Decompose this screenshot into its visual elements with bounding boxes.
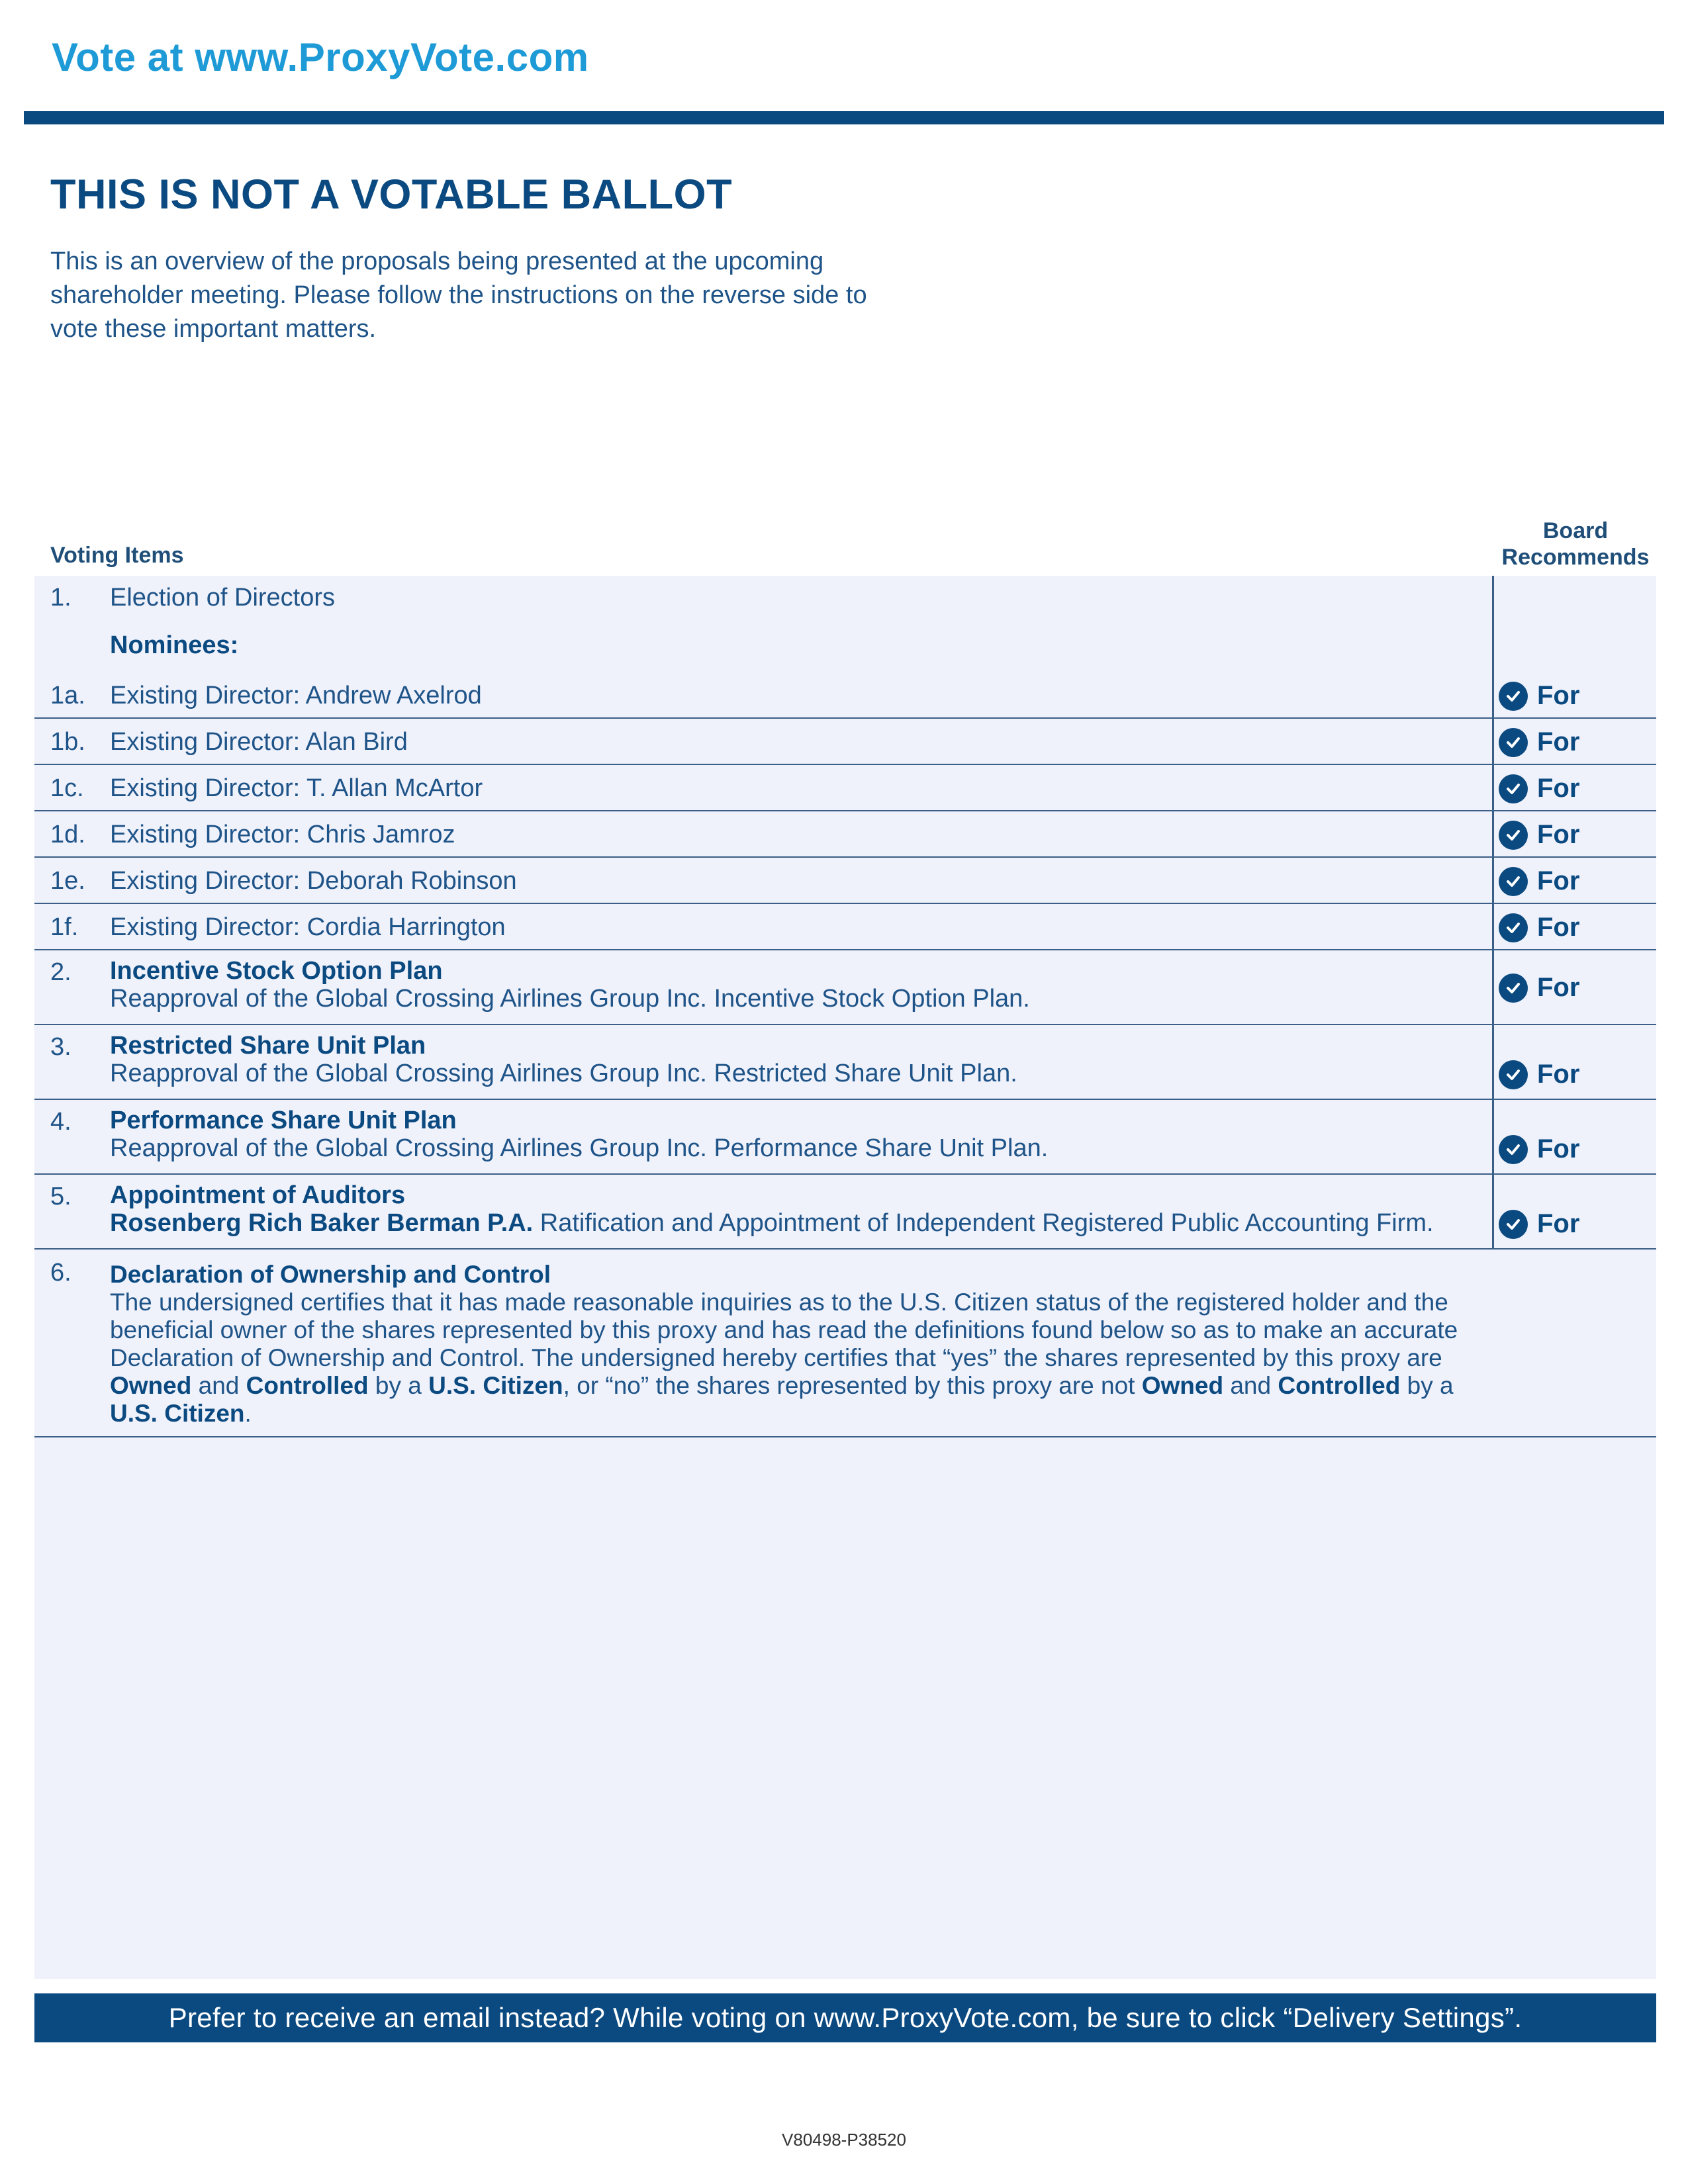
check-circle-icon <box>1499 974 1528 1003</box>
item-title: Declaration of Ownership and Control <box>110 1261 551 1288</box>
item-number: 1. <box>50 584 71 612</box>
item-text: Existing Director: T. Allan McArtor <box>110 774 483 802</box>
table-row <box>34 904 1656 950</box>
table-row <box>34 811 1656 858</box>
item-description: Reapproval of the Global Crossing Airlines Group Inc. Performance Share Unit Plan. <box>110 1134 1049 1162</box>
auditor-name: Rosenberg Rich Baker Berman P.A. <box>110 1209 534 1237</box>
check-circle-icon <box>1499 728 1528 757</box>
recommendation-label: For <box>1537 866 1580 895</box>
board-recommends-line1: Board <box>1542 518 1609 543</box>
board-recommendation <box>1499 973 1579 1003</box>
nominees-label: Nominees: <box>110 631 239 659</box>
row-divider <box>34 1436 1656 1437</box>
proposal-row <box>34 1100 1656 1175</box>
column-divider <box>1492 576 1494 1249</box>
item-description <box>110 1209 1500 1237</box>
check-circle-icon <box>1499 774 1528 803</box>
item-number: 4. <box>50 1108 71 1136</box>
item-number: 2. <box>50 958 71 986</box>
item-text: Existing Director: Cordia Harrington <box>110 913 506 941</box>
board-recommendation <box>1499 1209 1579 1239</box>
recommendation-label: For <box>1537 973 1580 1002</box>
recommendation-label: For <box>1537 820 1580 849</box>
header-rule <box>24 111 1664 124</box>
nominees-row <box>34 629 1656 662</box>
document-code: V80498-P38520 <box>782 2130 906 2150</box>
recommendation-label: For <box>1537 1060 1580 1089</box>
item-text <box>110 957 1460 1013</box>
check-circle-icon <box>1499 1210 1528 1239</box>
item-number: 1e. <box>50 867 85 895</box>
board-recommends-header <box>1495 518 1656 570</box>
item-number: 1d. <box>50 821 85 848</box>
intro-text: This is an overview of the proposals being presented at the upcoming shareholder meeting. Please follow the instructions on the reverse side to vote these important matters. <box>50 248 867 343</box>
vote-url-heading: Vote at www.ProxyVote.com <box>52 35 589 79</box>
check-circle-icon <box>1499 867 1528 896</box>
table-row <box>34 719 1656 765</box>
page-title: THIS IS NOT A VOTABLE BALLOT <box>50 171 733 218</box>
item-number: 3. <box>50 1033 71 1061</box>
table-row <box>34 858 1656 904</box>
item-title: Performance Share Unit Plan <box>110 1107 457 1134</box>
table-row <box>34 672 1656 719</box>
email-delivery-banner: Prefer to receive an email instead? While voting on www.ProxyVote.com, be sure to click “Delivery Settings”. <box>34 1993 1656 2042</box>
recommendation-label: For <box>1537 681 1580 710</box>
item-text <box>110 1181 1500 1237</box>
auditor-description: Ratification and Appointment of Independent Registered Public Accounting Firm. <box>533 1209 1434 1237</box>
item-number: 1b. <box>50 728 85 756</box>
election-row <box>34 581 1656 614</box>
board-recommendation <box>1499 681 1579 711</box>
item-number: 5. <box>50 1183 71 1210</box>
proposal-row <box>34 950 1656 1025</box>
item-text: Existing Director: Chris Jamroz <box>110 821 455 848</box>
item-number: 1f. <box>50 913 79 941</box>
declaration-text: Declaration of Ownership and Control The undersigned certifies that it has made reasonable inquiries as to the U.S. Citizen status of the registered holder and the beneficial owner of the shares represented by this proxy and has read the definitions found below so as to make an accurate Declaration of Ownership and Control. The undersigned hereby certifies that “yes” the shares represented by this proxy are Owned and Controlled by a U.S. Citizen, or “no” the shares represented by this proxy are not Owned and Controlled by a U.S. Citizen. <box>110 1261 1493 1428</box>
recommendation-label: For <box>1537 727 1580 756</box>
item-description: Reapproval of the Global Crossing Airlines Group Inc. Incentive Stock Option Plan. <box>110 985 1030 1013</box>
item-description: Reapproval of the Global Crossing Airlines Group Inc. Restricted Share Unit Plan. <box>110 1060 1017 1087</box>
item-text <box>110 1107 1460 1162</box>
item-title: Restricted Share Unit Plan <box>110 1032 426 1060</box>
board-recommendation <box>1499 1134 1579 1164</box>
board-recommendation <box>1499 774 1579 803</box>
recommendation-label: For <box>1537 913 1580 942</box>
item-title: Election of Directors <box>110 584 336 612</box>
check-circle-icon <box>1499 682 1528 711</box>
check-circle-icon <box>1499 913 1528 942</box>
proposal-row <box>34 1025 1656 1100</box>
recommendation-label: For <box>1537 1209 1580 1238</box>
item-title: Incentive Stock Option Plan <box>110 957 443 985</box>
item-number: 6. <box>50 1259 71 1287</box>
item-title: Appointment of Auditors <box>110 1181 406 1209</box>
item-text: Existing Director: Deborah Robinson <box>110 867 517 895</box>
item-text <box>110 1032 1460 1087</box>
recommendation-label: For <box>1537 1134 1580 1163</box>
check-circle-icon <box>1499 1135 1528 1164</box>
board-recommendation <box>1499 727 1579 757</box>
item-number: 1a. <box>50 682 85 709</box>
item-text: Existing Director: Alan Bird <box>110 728 408 756</box>
item-text: Existing Director: Andrew Axelrod <box>110 682 482 709</box>
proposal-row <box>34 1175 1656 1250</box>
recommendation-label: For <box>1537 774 1580 803</box>
board-recommends-line2: Recommends <box>1501 545 1650 570</box>
item-number: 1c. <box>50 774 84 802</box>
check-circle-icon <box>1499 821 1528 850</box>
board-recommendation <box>1499 1060 1579 1089</box>
board-recommendation <box>1499 866 1579 896</box>
table-row <box>34 765 1656 811</box>
check-circle-icon <box>1499 1060 1528 1089</box>
board-recommendation <box>1499 820 1579 850</box>
board-recommendation <box>1499 913 1579 942</box>
voting-items-header: Voting Items <box>50 543 184 568</box>
